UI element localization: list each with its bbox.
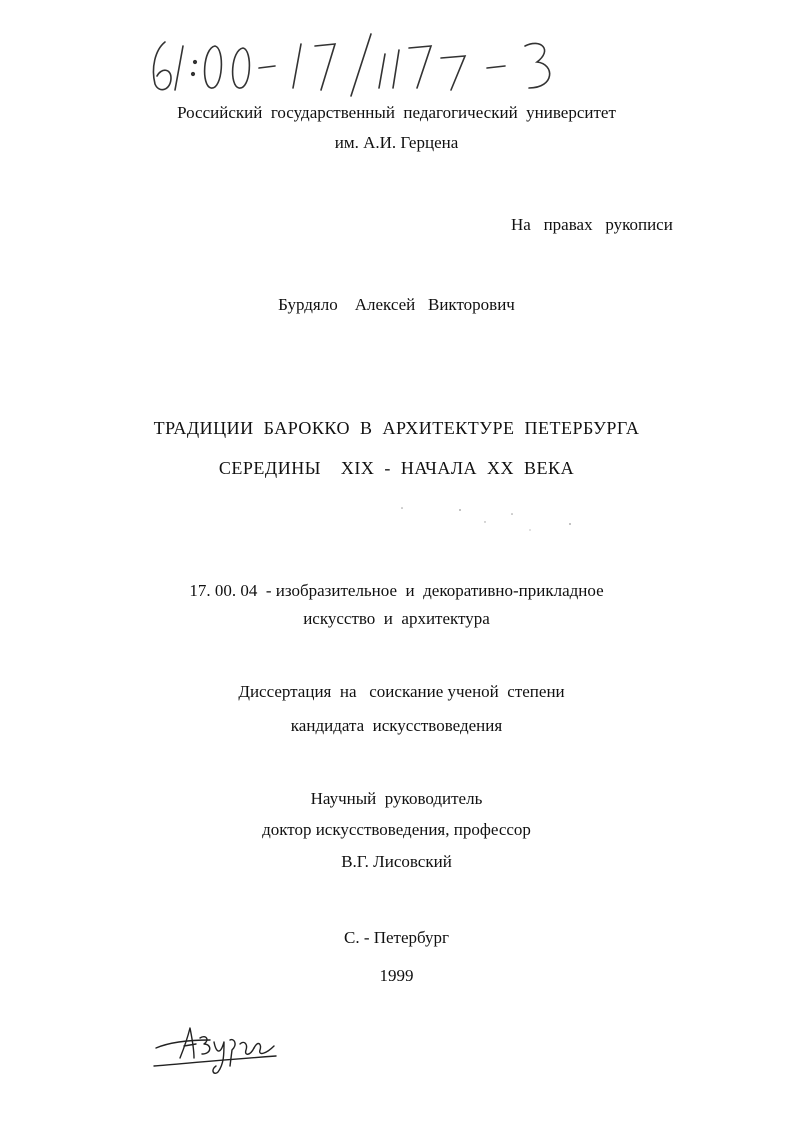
author-signature bbox=[150, 1018, 280, 1080]
specialty-code: 17. 00. 04 - изобразительное и декоративно-прикладное bbox=[189, 581, 604, 600]
supervisor-credentials: доктор искусствоведения, профессор bbox=[262, 820, 531, 839]
supervisor-heading: Научный руководитель bbox=[310, 789, 483, 808]
city: С. - Петербург bbox=[343, 928, 450, 947]
university-name: Российский государственный педагогический университет bbox=[177, 103, 616, 122]
author-name: Бурдяло Алексей Викторович bbox=[278, 295, 515, 314]
dissertation-title-line-2: СЕРЕДИНЫ XIX - НАЧАЛА XX ВЕКА bbox=[218, 458, 575, 478]
year: 1999 bbox=[379, 966, 414, 985]
supervisor-name: В.Г. Лисовский bbox=[341, 852, 452, 871]
university-name-suffix: им. А.И. Герцена bbox=[334, 133, 459, 152]
degree-line-1: Диссертация на соискание ученой степени bbox=[238, 682, 565, 701]
specialty-name: искусство и архитектура bbox=[303, 609, 490, 628]
scan-specks bbox=[390, 500, 590, 540]
dissertation-title-line-1: ТРАДИЦИИ БАРОККО В АРХИТЕКТУРЕ ПЕТЕРБУРГА bbox=[153, 418, 640, 438]
handwritten-archive-note bbox=[145, 28, 585, 98]
manuscript-note: На правах рукописи bbox=[511, 215, 673, 234]
degree-line-2: кандидата искусствоведения bbox=[290, 716, 503, 735]
